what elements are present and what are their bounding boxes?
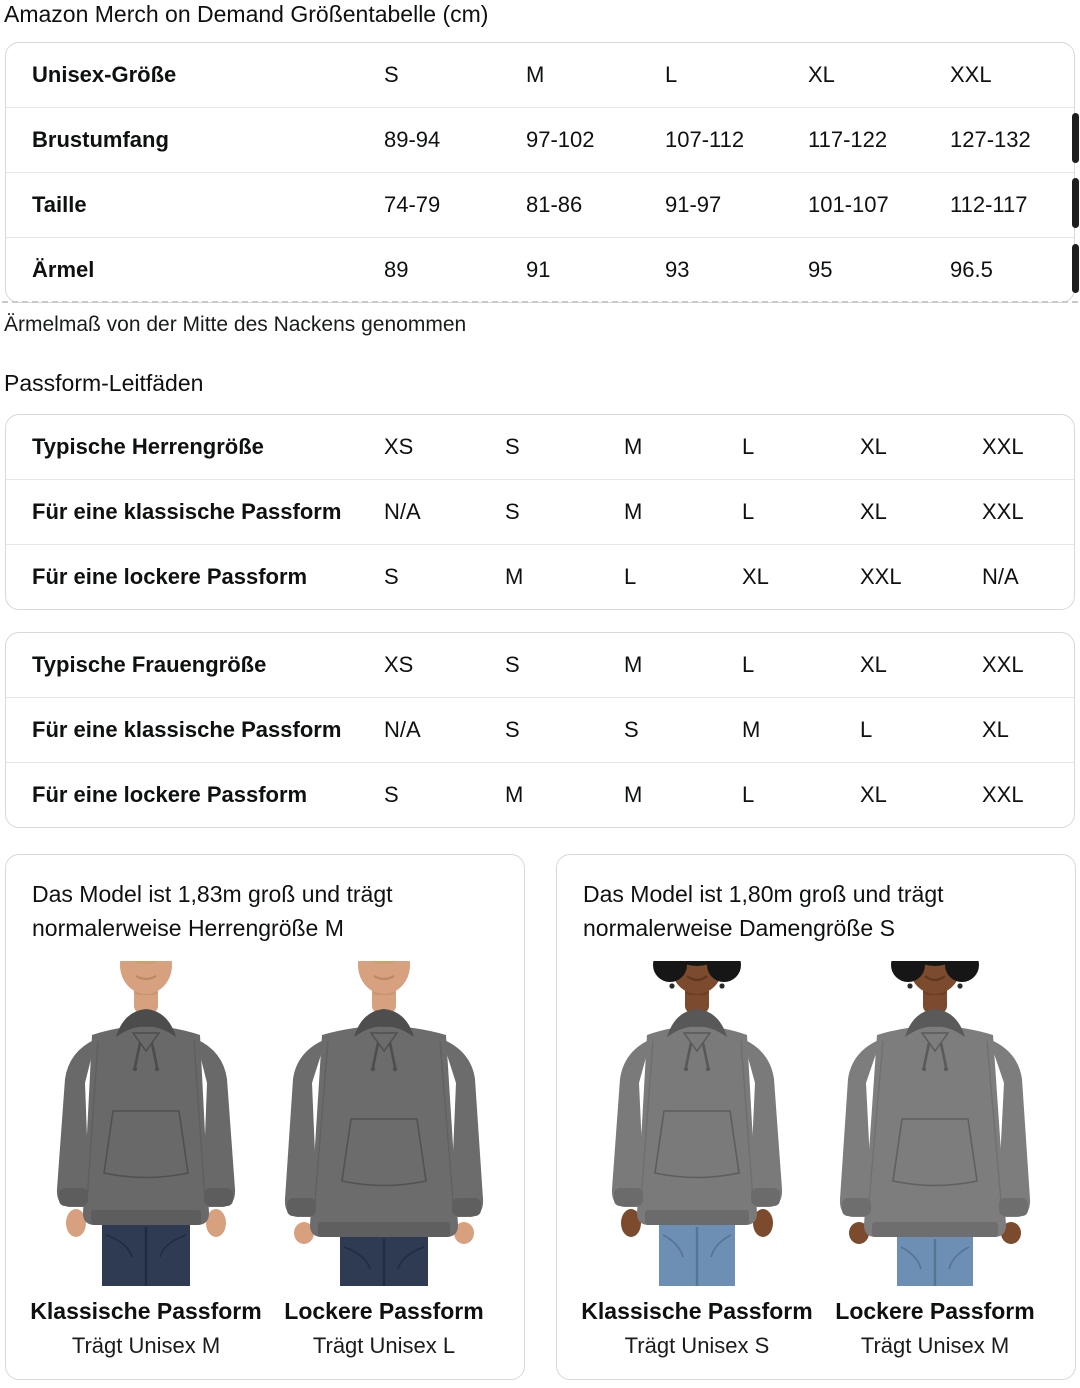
caption-size: Trägt Unisex S: [624, 1333, 770, 1358]
table-row: [6, 43, 1074, 108]
cell-value: 95: [808, 257, 833, 282]
cell-value: 89: [384, 257, 409, 282]
cell-value: XL: [982, 717, 1009, 742]
caption-size: Trägt Unisex M: [860, 1333, 1010, 1358]
cell-value: 107-112: [665, 127, 745, 152]
mens-fit-table: [5, 414, 1075, 610]
row-label: Taille: [32, 192, 87, 217]
table-row: [6, 698, 1074, 763]
table-row: [6, 545, 1074, 609]
cell-value: 101-107: [808, 192, 889, 217]
cell-value: M: [526, 62, 545, 87]
row-label: Brustumfang: [32, 127, 169, 152]
cell-value: 91: [526, 257, 551, 282]
cell-value: 97-102: [526, 127, 595, 152]
cell-value: XXL: [860, 564, 902, 589]
cell-value: L: [624, 564, 637, 589]
cell-value: M: [624, 499, 643, 524]
page-title: Amazon Merch on Demand Größentabelle (cm): [4, 1, 489, 27]
cell-value: XXL: [982, 434, 1024, 459]
model-photo-male-loose: [267, 961, 501, 1286]
cell-value: N/A: [384, 717, 421, 742]
cell-value: XXL: [982, 499, 1024, 524]
cell-value: XS: [384, 434, 414, 459]
cell-value: S: [384, 782, 399, 807]
cell-value: XL: [808, 62, 835, 87]
row-label: Für eine lockere Passform: [32, 564, 308, 589]
cell-value: N/A: [384, 499, 421, 524]
cell-value: L: [860, 717, 873, 742]
row-label: Für eine lockere Passform: [32, 782, 308, 807]
row-label: Für eine klassische Passform: [32, 717, 342, 742]
cell-value: N/A: [982, 564, 1019, 589]
model-description: Das Model ist 1,80m groß und trägt normalerweise Damengröße S: [583, 881, 944, 941]
scrollbar-thumb[interactable]: [1072, 178, 1079, 228]
cell-value: M: [624, 652, 643, 677]
cell-value: XXL: [982, 782, 1024, 807]
cell-value: 93: [665, 257, 690, 282]
cell-value: XL: [860, 499, 887, 524]
cell-value: L: [742, 434, 755, 459]
table-row: [6, 108, 1074, 173]
table-row: [6, 763, 1074, 827]
cell-value: L: [742, 652, 755, 677]
table-row: [6, 633, 1074, 698]
model-photo-female-classic: [580, 961, 814, 1286]
cell-value: M: [505, 782, 524, 807]
cell-value: 96.5: [950, 257, 993, 282]
cell-value: XXL: [982, 652, 1024, 677]
cell-value: 81-86: [526, 192, 583, 217]
table-row: [6, 480, 1074, 545]
mens-model-card: [5, 854, 525, 1380]
cell-value: S: [505, 499, 520, 524]
caption-fit: Klassische Passform: [30, 1298, 262, 1324]
cell-value: M: [742, 717, 761, 742]
cell-value: 91-97: [665, 192, 722, 217]
cell-value: S: [384, 564, 399, 589]
cell-value: XL: [742, 564, 769, 589]
cell-value: XS: [384, 652, 414, 677]
table-row: [6, 238, 1074, 302]
scrollbar-thumb[interactable]: [1072, 113, 1079, 163]
cell-value: 74-79: [384, 192, 441, 217]
model-description: Das Model ist 1,83m groß und trägt normalerweise Herrengröße M: [32, 881, 393, 941]
cell-value: XXL: [950, 62, 992, 87]
cell-value: 112-117: [950, 192, 1028, 217]
row-label: Unisex-Größe: [32, 62, 177, 87]
dashed-divider: [2, 301, 1078, 303]
caption-fit: Lockere Passform: [284, 1298, 484, 1324]
cell-value: L: [742, 782, 755, 807]
womens-fit-table: [5, 632, 1075, 828]
model-photo-male-classic: [29, 961, 263, 1286]
caption-fit: Klassische Passform: [581, 1298, 813, 1324]
model-photo-female-loose: [818, 961, 1052, 1286]
cell-value: S: [624, 717, 639, 742]
caption-size: Trägt Unisex M: [71, 1333, 221, 1358]
cell-value: L: [742, 499, 755, 524]
scrollbar-thumb[interactable]: [1072, 244, 1079, 293]
row-label: Für eine klassische Passform: [32, 499, 342, 524]
cell-value: S: [384, 62, 399, 87]
cell-value: 89-94: [384, 127, 441, 152]
table-row: [6, 173, 1074, 238]
cell-value: 117-122: [808, 127, 888, 152]
cell-value: S: [505, 652, 520, 677]
caption-fit: Lockere Passform: [835, 1298, 1035, 1324]
unisex-size-table: [5, 42, 1075, 303]
sleeve-note: Ärmelmaß von der Mitte des Nackens genommen: [4, 313, 467, 336]
cell-value: 127-132: [950, 127, 1031, 152]
table-row: [6, 415, 1074, 480]
cell-value: XL: [860, 652, 887, 677]
cell-value: M: [624, 782, 643, 807]
row-label: Typische Herrengröße: [32, 434, 264, 459]
fit-guides-heading: Passform-Leitfäden: [4, 370, 204, 396]
womens-model-card: [556, 854, 1076, 1380]
cell-value: XL: [860, 782, 887, 807]
caption-size: Trägt Unisex L: [312, 1333, 456, 1358]
cell-value: M: [624, 434, 643, 459]
cell-value: XL: [860, 434, 887, 459]
row-label: Typische Frauengröße: [32, 652, 267, 677]
cell-value: S: [505, 717, 520, 742]
row-label: Ärmel: [32, 257, 95, 282]
cell-value: S: [505, 434, 520, 459]
cell-value: L: [665, 62, 678, 87]
cell-value: M: [505, 564, 524, 589]
